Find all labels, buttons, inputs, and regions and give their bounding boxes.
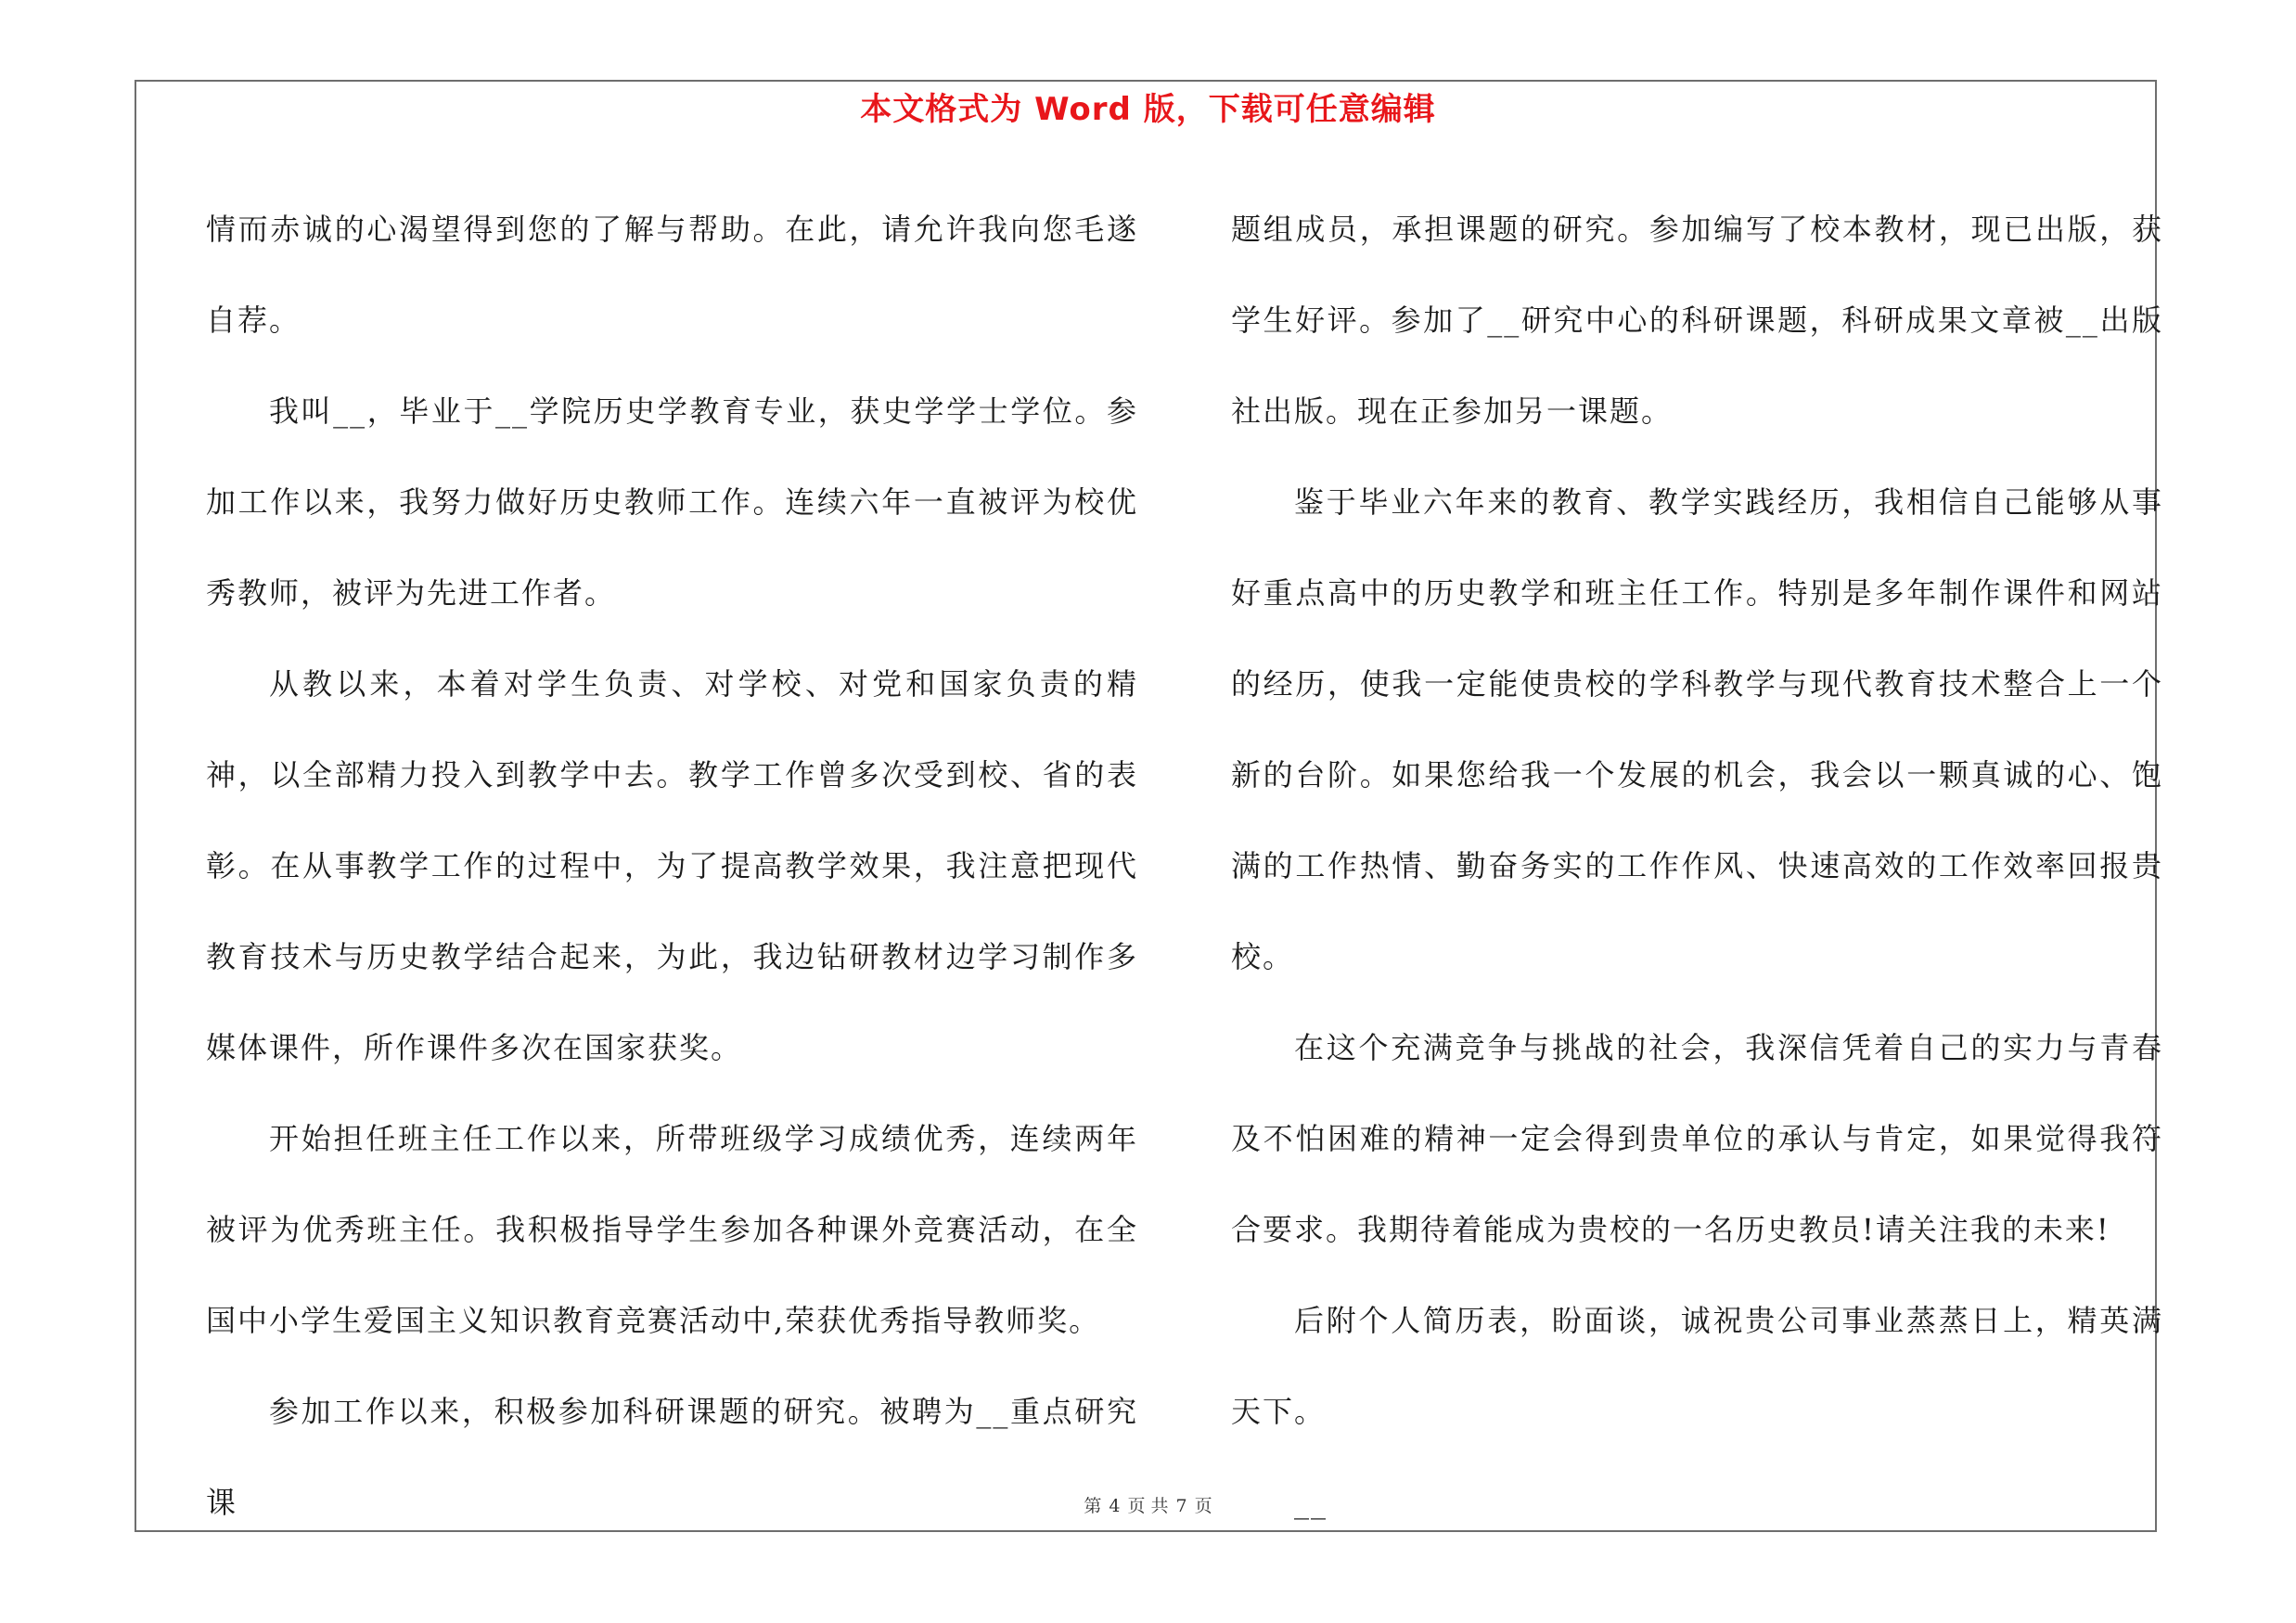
paragraph: 题组成员，承担课题的研究。参加编写了校本教材，现已出版，获学生好评。参加了__研究中心的科研课题，科研成果文章被__出版社出版。现在正参加另一课题。 — [1231, 212, 2163, 429]
current-page-number: 4 — [1109, 1496, 1121, 1516]
page-footer — [0, 1492, 2296, 1517]
paragraph: 开始担任班主任工作以来，所带班级学习成绩优秀，连续两年被评为优秀班主任。我积极指导学生参加各种课外竞赛活动，在全国中小学生爱国主义知识教育竞赛活动中,荣获优秀指导教师奖。 — [206, 1121, 1138, 1338]
footer-middle: 页 共 — [1127, 1496, 1169, 1516]
left-text-column — [206, 184, 1138, 1548]
signature-blank: __ — [1294, 1485, 1328, 1520]
paragraph: 我叫__，毕业于__学院历史学教育专业，获史学学士学位。参加工作以来，我努力做好历史教师工作。连续六年一直被评为校优秀教师，被评为先进工作者。 — [206, 393, 1138, 611]
paragraph: 情而赤诚的心渴望得到您的了解与帮助。在此，请允许我向您毛遂自荐。 — [206, 212, 1138, 338]
footer-prefix: 第 — [1084, 1496, 1102, 1516]
paragraph: 参加工作以来，积极参加科研课题的研究。被聘为__重点研究课 — [206, 1394, 1138, 1520]
paragraph: 鉴于毕业六年来的教育、教学实践经历，我相信自己能够从事好重点高中的历史教学和班主任工作。特别是多年制作课件和网站的经历，使我一定能使贵校的学科教学与现代教育技术整合上一个新的台阶。如果您给我一个发展的机会，我会以一颗真诚的心、饱满的工作热情、勤奋务实的工作作风、快速高效的工作效率回报贵校。 — [1231, 484, 2163, 974]
right-text-column — [1231, 184, 2163, 1548]
footer-suffix: 页 — [1194, 1496, 1212, 1516]
format-banner: 本文格式为 Word 版，下载可任意编辑 — [860, 91, 1436, 128]
paragraph: 后附个人简历表，盼面谈，诚祝贵公司事业蒸蒸日上，精英满天下。 — [1231, 1303, 2163, 1429]
paragraph: 从教以来，本着对学生负责、对学校、对党和国家负责的精神，以全部精力投入到教学中去。教学工作曾多次受到校、省的表彰。在从事教学工作的过程中，为了提高教学效果，我注意把现代教育技术与历史教学结合起来，为此，我边钻研教材边学习制作多媒体课件，所作课件多次在国家获奖。 — [206, 666, 1138, 1065]
paragraph: 在这个充满竞争与挑战的社会，我深信凭着自己的实力与青春及不怕困难的精神一定会得到贵单位的承认与肯定，如果觉得我符合要求。我期待着能成为贵校的一名历史教员!请关注我的未来! — [1231, 1030, 2163, 1247]
total-page-count: 7 — [1175, 1496, 1187, 1516]
